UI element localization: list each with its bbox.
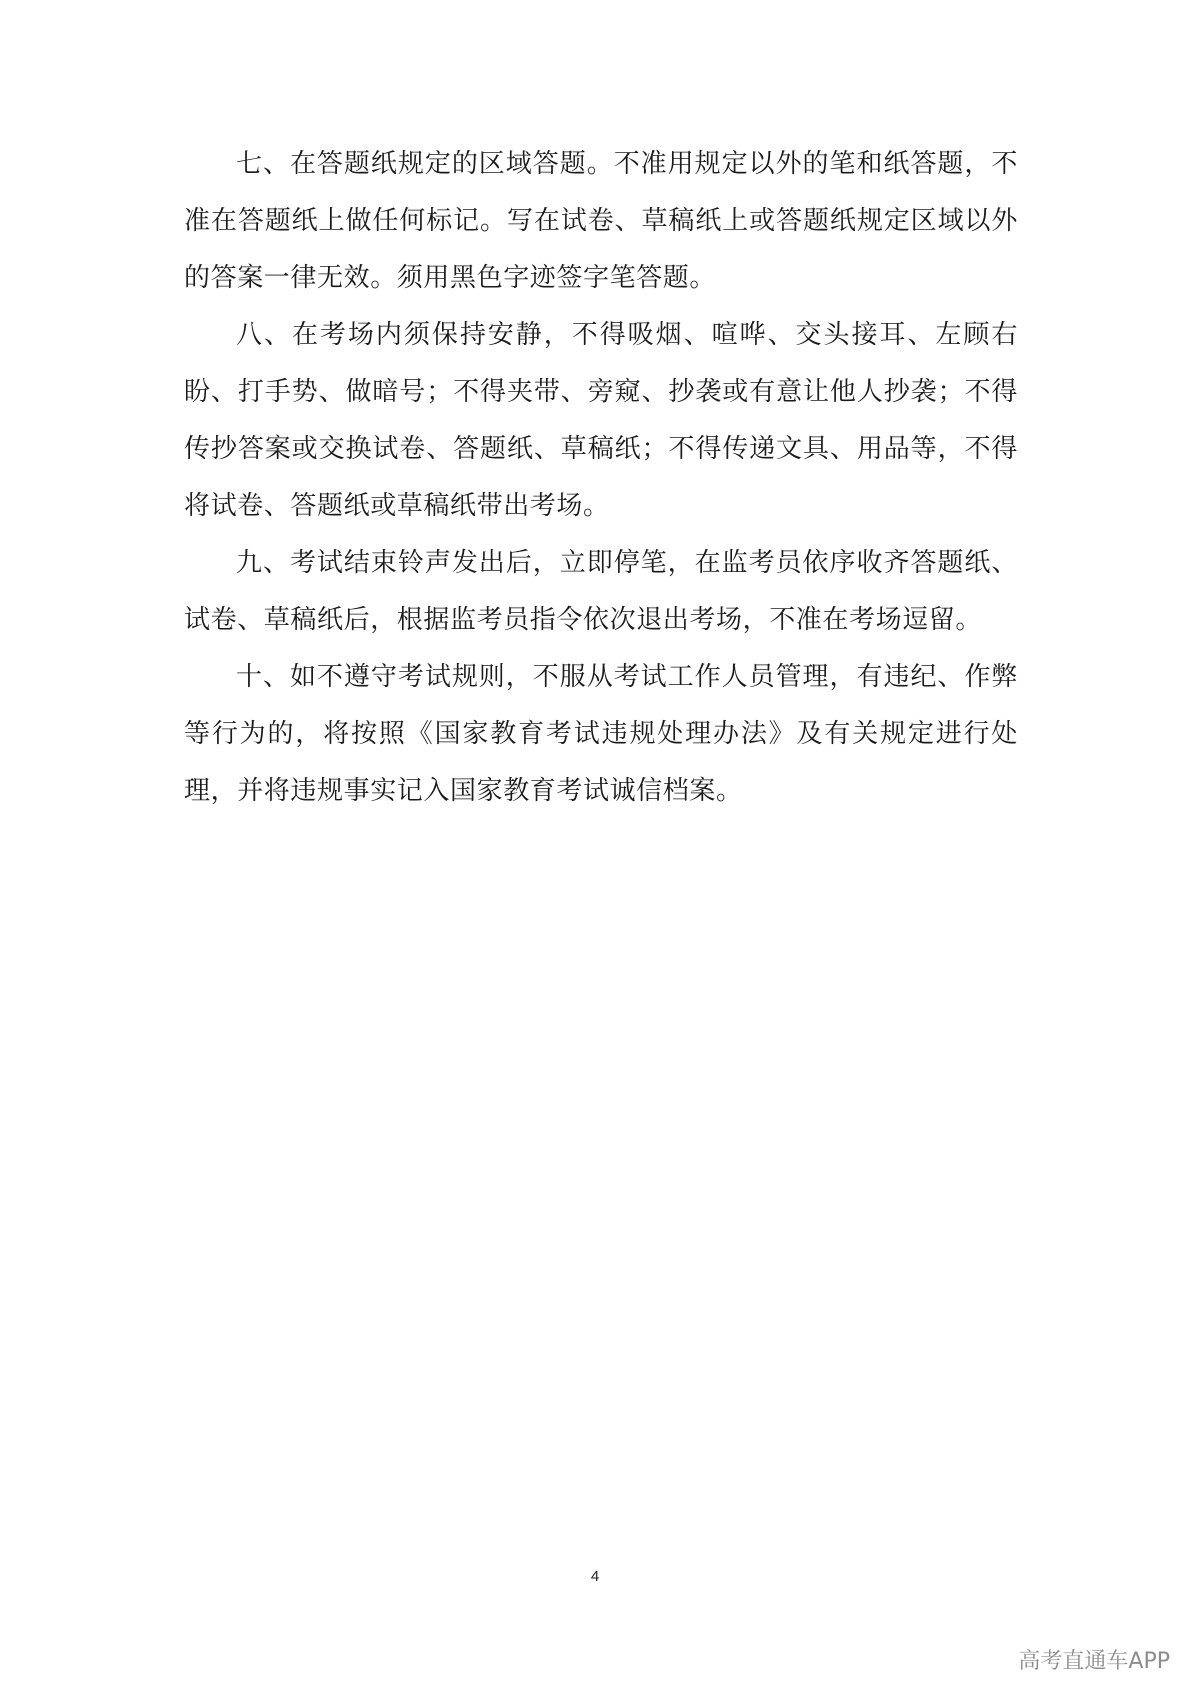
rule-paragraph-7: 七、在答题纸规定的区域答题。不准用规定以外的笔和纸答题，不准在答题纸上做任何标记。写在试卷、草稿纸上或答题纸规定区域以外的答案一律无效。须用黑色字迹签字笔答题。 [184, 149, 1018, 293]
document-body [184, 136, 1018, 820]
page-number: 4 [590, 1568, 600, 1585]
rule-paragraph-8: 八、在考场内须保持安静，不得吸烟、喧哗、交头接耳、左顾右盼、打手势、做暗号；不得夹带、旁窥、抄袭或有意让他人抄袭；不得传抄答案或交换试卷、答题纸、草稿纸；不得传递文具、用品等，不得将试卷、答题纸或草稿纸带出考场。 [184, 320, 1018, 521]
rule-paragraph-10: 十、如不遵守考试规则，不服从考试工作人员管理，有违纪、作弊等行为的，将按照《国家教育考试违规处理办法》及有关规定进行处理，并将违规事实记入国家教育考试诚信档案。 [184, 662, 1018, 806]
rule-paragraph-9: 九、考试结束铃声发出后，立即停笔，在监考员依序收齐答题纸、试卷、草稿纸后，根据监考员指令依次退出考场，不准在考场逗留。 [184, 548, 1018, 635]
watermark: 高考直通车APP [1018, 1649, 1170, 1674]
